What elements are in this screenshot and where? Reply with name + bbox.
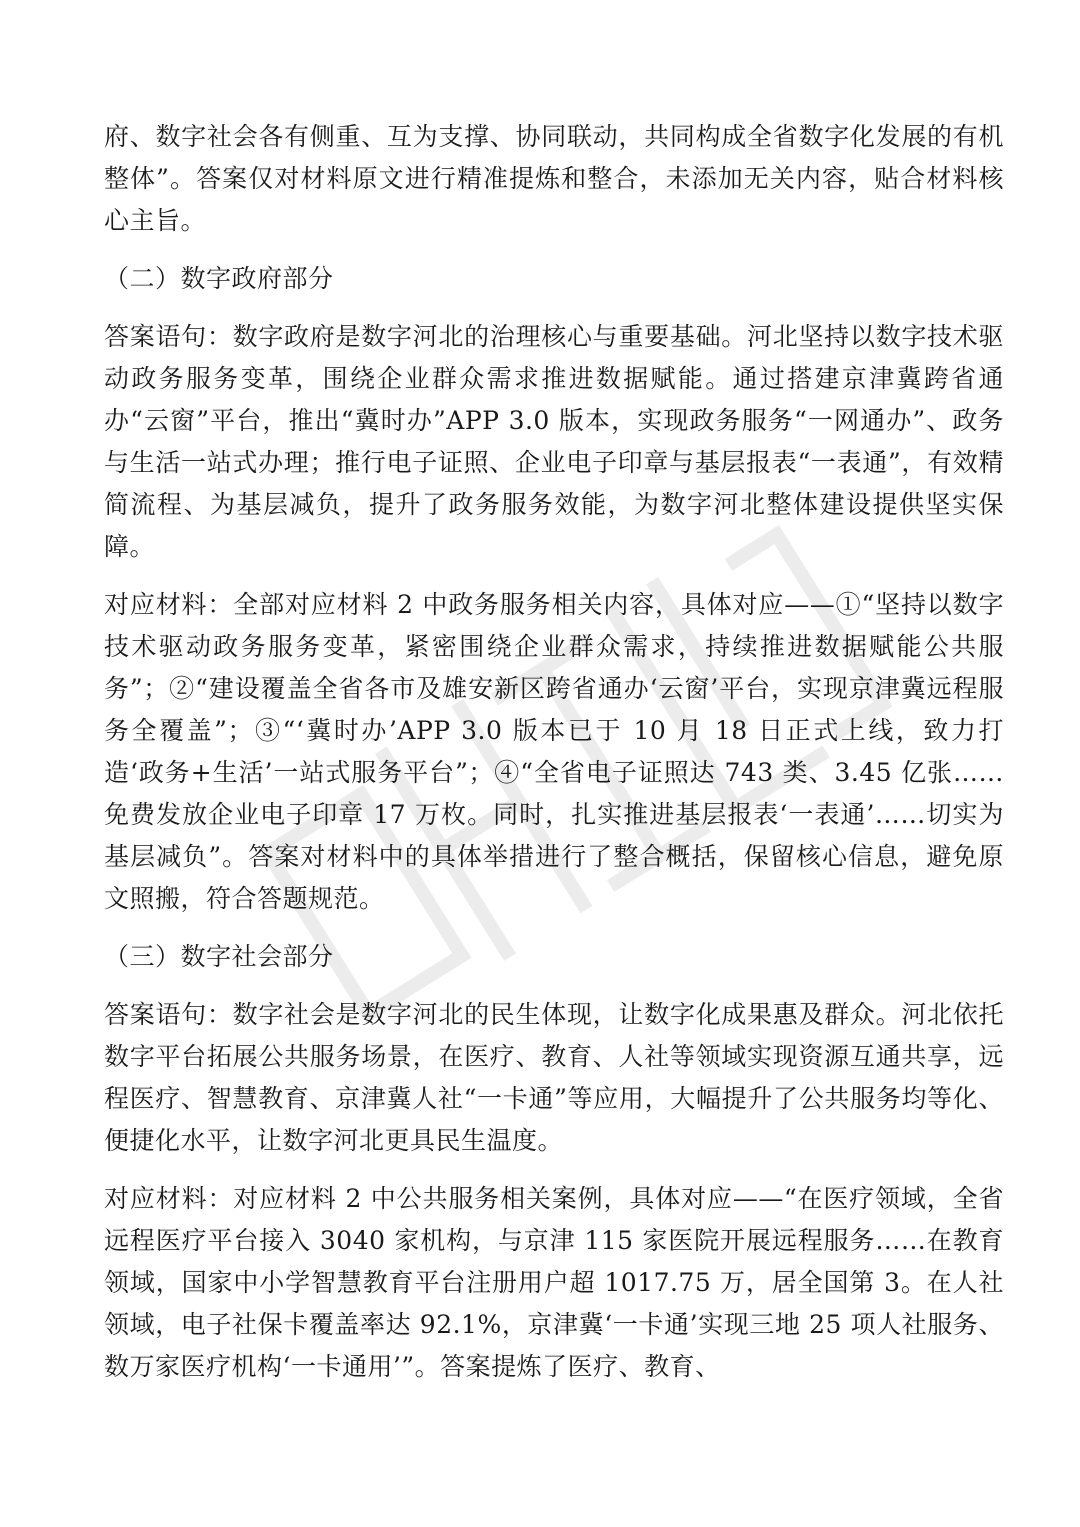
document-body: [104, 116, 1004, 1404]
paragraph-answer-digital-government: 答案语句：数字政府是数字河北的治理核心与重要基础。河北坚持以数字技术驱动政务服务变革，围绕企业群众需求推进数据赋能。通过搭建京津冀跨省通办“云窗”平台，推出“冀时办”APP 3.0 版本，实现政务服务“一网通办”、政务与生活一站式办理；推行电子证照、企业电子印章与基层报表“一表通”，有效精简流程、为基层减负，提升了政务服务效能，为数字河北整体建设提供坚实保障。: [104, 322, 1004, 561]
paragraph-answer-digital-society: 答案语句：数字社会是数字河北的民生体现，让数字化成果惠及群众。河北依托数字平台拓展公共服务场景，在医疗、教育、人社等领域实现资源互通共享，远程医疗、智慧教育、京津冀人社“一卡通”等应用，大幅提升了公共服务均等化、便捷化水平，让数字河北更具民生温度。: [104, 1000, 1004, 1155]
section-heading-digital-society: （三）数字社会部分: [104, 942, 334, 971]
paragraph-intro-continuation: 府、数字社会各有侧重、互为支撑、协同联动，共同构成全省数字化发展的有机整体”。答案仅对材料原文进行精准提炼和整合，未添加无关内容，贴合材料核心主旨。: [104, 122, 1004, 235]
paragraph-material-digital-government: 对应材料：全部对应材料 2 中政务服务相关内容，具体对应——①“坚持以数字技术驱动政务服务变革，紧密围绕企业群众需求，持续推进数据赋能公共服务”；②“建设覆盖全省各市及雄安新区跨省通办‘云窗’平台，实现京津冀远程服务全覆盖”；③“‘冀时办’APP 3.0 版本已于 10 月 18 日正式上线，致力打造‘政务+生活’一站式服务平台”；④“全省电子证照达 743 类、3.45 亿张……免费发放企业电子印章 17 万枚。同时，扎实推进基层报表‘一表通’……切实为基层减负”。答案对材料中的具体举措进行了整合概括，保留核心信息，避免原文照搬，符合答题规范。: [104, 590, 1004, 913]
section-heading-digital-government: （二）数字政府部分: [104, 264, 334, 293]
paragraph-material-digital-society: 对应材料：对应材料 2 中公共服务相关案例，具体对应——“在医疗领域，全省远程医疗平台接入 3040 家机构，与京津 115 家医院开展远程服务……在教育领域，国家中小学智慧教育平台注册用户超 1017.75 万，居全国第 3。在人社领域，电子社保卡覆盖率达 92.1%，京津冀‘一卡通’实现三地 25 项人社服务、数万家医疗机构‘一卡通用’”。答案提炼了医疗、教育、: [104, 1184, 1004, 1381]
